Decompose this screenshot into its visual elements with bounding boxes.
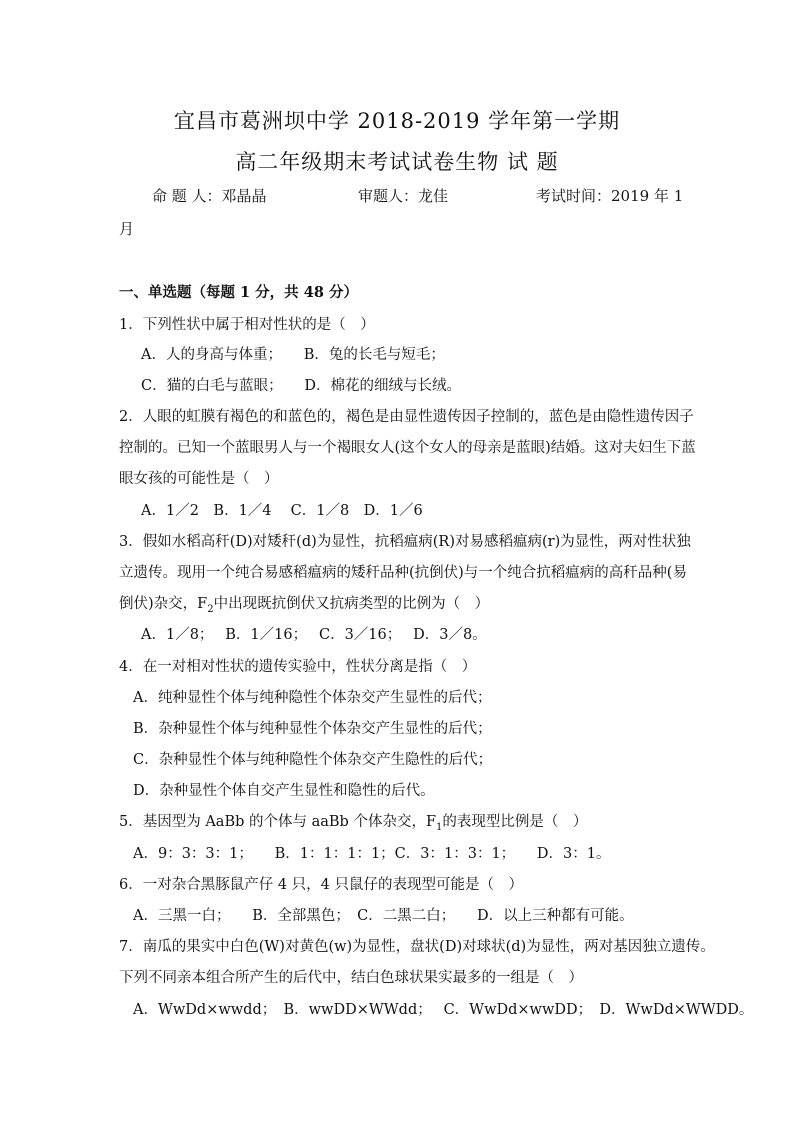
reviewer-label: 审题人：龙佳 <box>358 187 449 205</box>
question-3-stem-line2: 立遗传。现用一个纯合易感稻瘟病的矮秆品种(抗倒伏)与一个纯合抗稻瘟病的高秆品种(易 <box>119 565 687 581</box>
question-5-stem-part2: 的表现型比例是（ ） <box>442 814 588 830</box>
question-3-stem-line3 <box>119 592 489 615</box>
question-6-stem: 6．一对杂合黑豚鼠产仔 4 只，4 只鼠仔的表现型可能是（ ） <box>119 877 524 893</box>
setter-label: 命 题 人：邓晶晶 <box>152 187 267 205</box>
question-4-option-b: B．杂种显性个体与纯种显性个体杂交产生显性的后代； <box>133 721 492 737</box>
question-7-stem-line1: 7．南瓜的果实中白色(W)对黄色(w)为显性，盘状(D)对球状(d)为显性，两对基因独立遗传。 <box>119 939 715 955</box>
subscript-1: 1 <box>436 821 443 833</box>
exam-title: 高二年级期末考试试卷生物 试 题 <box>235 150 559 174</box>
question-3-stem-line1: 3．假如水稻高秆(D)对矮秆(d)为显性，抗稻瘟病(R)对易感稻瘟病(r)为显性，两对性状独 <box>119 534 691 550</box>
question-3-stem-line3-part2: 中出现既抗倒伏又抗病类型的比例为（ ） <box>213 596 490 612</box>
question-2-options: A．1／2 B．1／4 C．1／8 D．1／6 <box>141 503 423 519</box>
question-1-options-cd: C．猫的白毛与蓝眼； D．棉花的细绒与长绒。 <box>141 378 461 394</box>
question-7-options: A．WwDd×wwdd； B．wwDD×WWdd； C．WwDd×wwDD； D．WwDd×WWDD。 <box>133 1002 754 1018</box>
question-4-option-d: D．杂种显性个体自交产生显性和隐性的后代。 <box>133 783 435 799</box>
section-heading: 一、单选题（每题 1 分，共 48 分） <box>119 284 358 301</box>
question-2-stem-line1: 2．人眼的虹膜有褐色的和蓝色的，褐色是由显性遗传因子控制的，蓝色是由隐性遗传因子 <box>119 409 694 425</box>
question-4-option-c: C．杂种显性个体与纯种隐性个体杂交产生隐性的后代； <box>133 752 493 768</box>
exam-time: 考试时间：2019 年 1 <box>536 187 684 205</box>
exam-time-continued: 月 <box>119 220 135 238</box>
question-4-option-a: A．纯种显性个体与纯种隐性个体杂交产生显性的后代； <box>133 690 492 706</box>
question-6-options: A．三黑一白； B．全部黑色； C．二黑二白； D．以上三种都有可能。 <box>133 908 634 924</box>
question-2-stem-line2: 控制的。已知一个蓝眼男人与一个褐眼女人(这个女人的母亲是蓝眼)结婚。这对夫妇生下蓝 <box>119 440 696 456</box>
question-3-options: A．1／8； B．1／16； C．3／16； D．3／8。 <box>141 627 487 643</box>
question-3-stem-line3-part1: 倒伏)杂交，F <box>119 596 208 612</box>
question-1-stem: 1．下列性状中属于相对性状的是（ ） <box>119 317 375 333</box>
subscript-2: 2 <box>207 603 214 615</box>
question-4-stem: 4．在一对相对性状的遗传实验中，性状分离是指（ ） <box>119 659 477 675</box>
question-1-options-ab: A．人的身高与体重； B．兔的长毛与短毛； <box>141 347 445 363</box>
question-2-stem-line3: 眼女孩的可能性是（ ） <box>119 471 279 487</box>
question-7-stem-line2: 下列不同亲本组合所产生的后代中，结白色球状果实最多的一组是（ ） <box>119 970 583 986</box>
question-5-stem <box>119 810 587 833</box>
question-5-options: A．9：3：3：1； B．1：1：1：1；C．3：1：3：1； D．3：1。 <box>133 846 611 862</box>
school-title: 宜昌市葛洲坝中学 2018-2019 学年第一学期 <box>173 109 621 133</box>
question-5-stem-part1: 5．基因型为 AaBb 的个体与 aaBb 个体杂交，F <box>119 814 437 830</box>
